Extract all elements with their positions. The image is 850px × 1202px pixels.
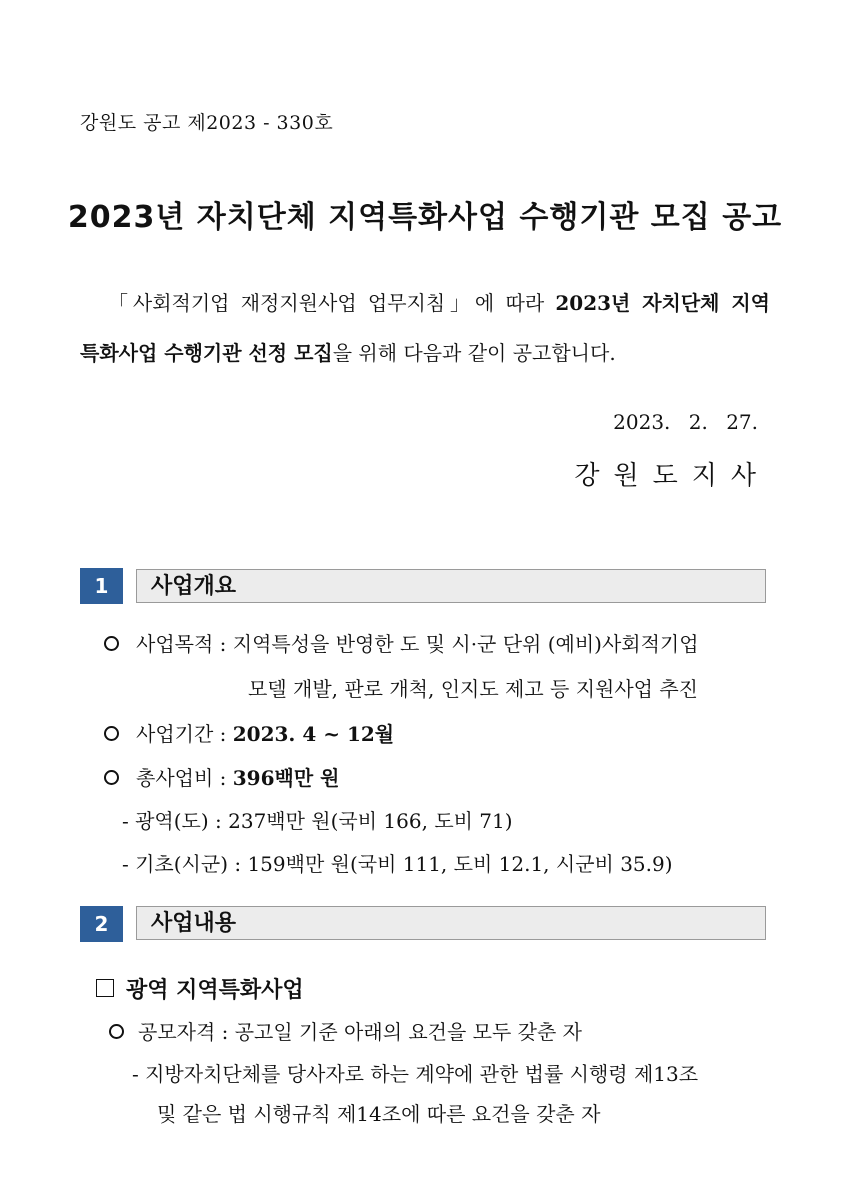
section-title-bar: 사업개요 [136, 569, 766, 603]
intro-emphasis: 2023년 자치단체 지역 [555, 291, 770, 315]
purpose-row [136, 628, 699, 657]
subheading: 광역 지역특화사업 [126, 978, 304, 1003]
notice-date: 2023. 2. 27. [613, 410, 758, 434]
circle-bullet-icon [109, 1024, 124, 1039]
purpose-label: 사업목적 : [136, 632, 227, 656]
intro-text: 「사회적기업 재정지원사업 업무지침」에 따라 [108, 291, 556, 315]
section-number-badge: 2 [80, 906, 123, 942]
intro-text: 을 위해 다음과 같이 공고합니다. [332, 341, 616, 365]
section-title-bar: 사업내용 [136, 906, 766, 940]
budget-row [136, 762, 339, 791]
circle-bullet-icon [104, 726, 119, 741]
purpose-text: 지역특성을 반영한 도 및 시·군 단위 (예비)사회적기업 [232, 632, 699, 656]
eligibility-row: 공모자격 : 공고일 기준 아래의 요건을 모두 갖춘 자 [138, 1020, 582, 1044]
budget-wide-detail: - 광역(도) : 237백만 원(국비 166, 도비 71) [122, 809, 513, 833]
intro-emphasis: 특화사업 수행기관 선정 모집 [80, 341, 333, 365]
intro-line-2 [80, 328, 770, 378]
budget-label: 총사업비 : [136, 766, 227, 790]
notice-number: 강원도 공고 제2023 - 330호 [80, 112, 334, 134]
period-row [136, 718, 394, 747]
requirement-line-2: 및 같은 법 시행규칙 제14조에 따른 요건을 갖춘 자 [157, 1102, 601, 1126]
circle-bullet-icon [104, 636, 119, 651]
requirement-line-1: - 지방자치단체를 당사자로 하는 계약에 관한 법률 시행령 제13조 [132, 1062, 699, 1086]
section-number-badge: 1 [80, 568, 123, 604]
checkbox-square-icon [96, 979, 114, 997]
purpose-continuation: 모델 개발, 판로 개척, 인지도 제고 등 지원사업 추진 [248, 677, 698, 701]
page-title: 2023년 자치단체 지역특화사업 수행기관 모집 공고 [67, 200, 783, 235]
budget-value: 396백만 원 [232, 766, 340, 790]
period-label: 사업기간 : [136, 722, 227, 746]
intro-line-1 [80, 278, 770, 328]
intro-paragraph [80, 278, 770, 378]
circle-bullet-icon [104, 770, 119, 785]
issuer-name: 강원도지사 [574, 461, 770, 491]
period-value: 2023. 4 ~ 12월 [232, 722, 395, 746]
budget-basic-detail: - 기초(시군) : 159백만 원(국비 111, 도비 12.1, 시군비 35.9) [122, 852, 673, 876]
